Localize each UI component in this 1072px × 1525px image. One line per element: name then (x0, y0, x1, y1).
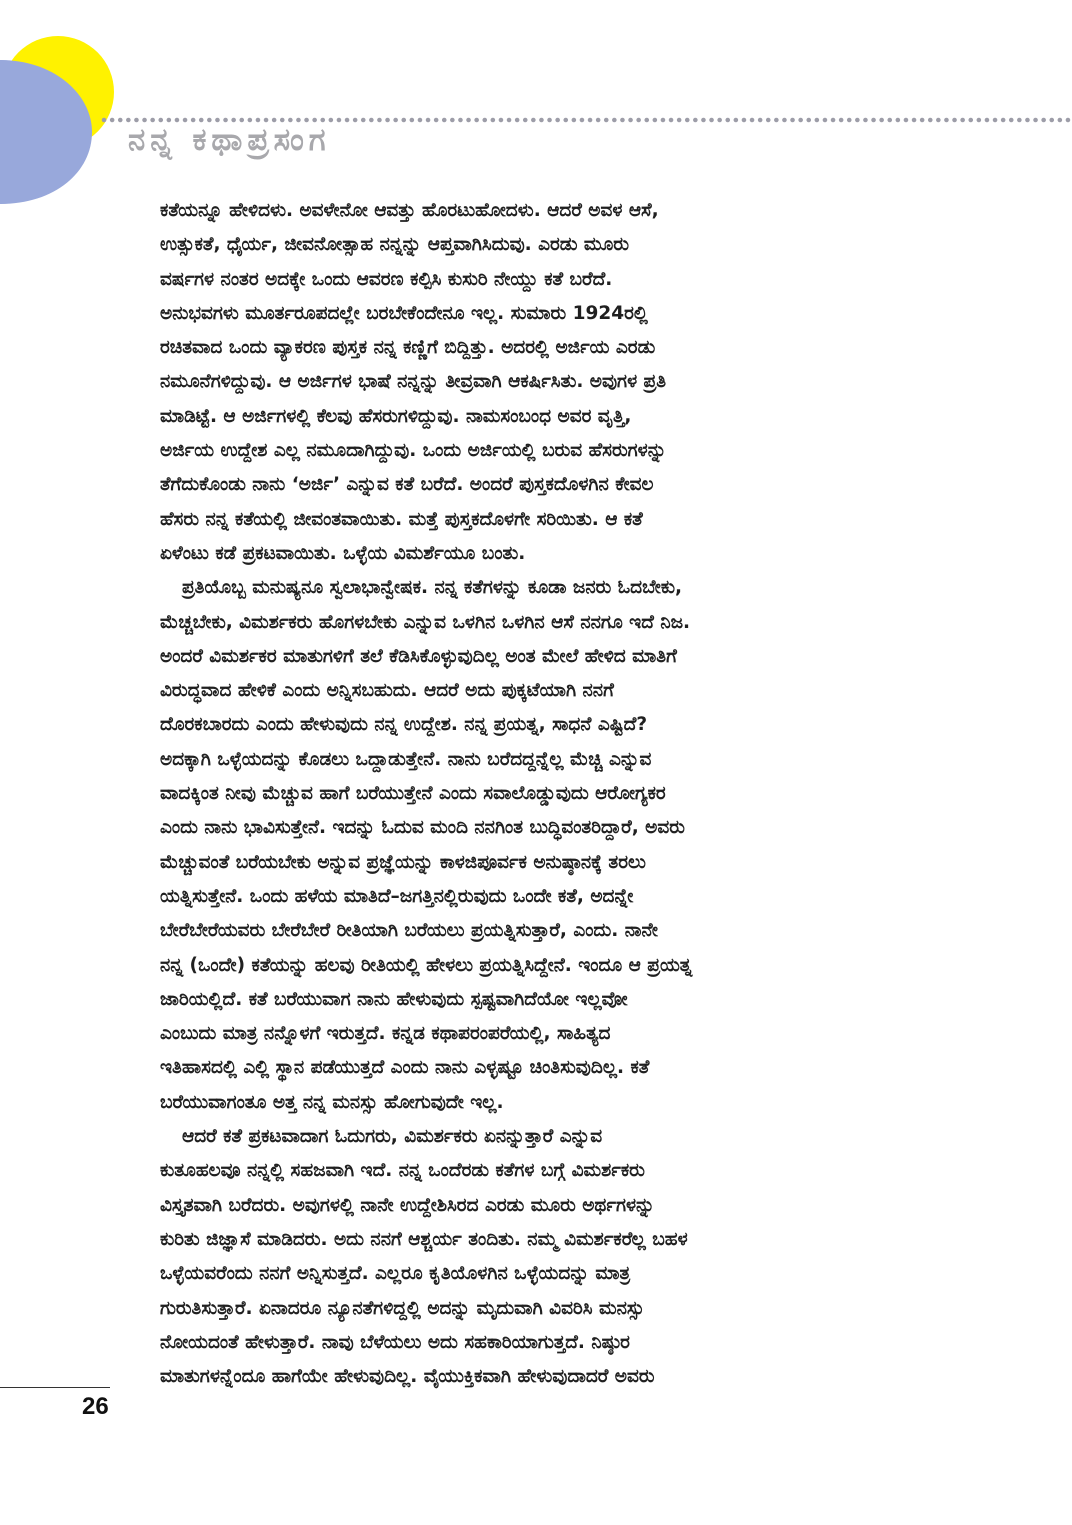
text-line: ವರ್ಷಗಳ ನಂತರ ಅದಕ್ಕೇ ಒಂದು ಆವರಣ ಕಲ್ಪಿಸಿ ಕುಸುರಿ ನೇಯ್ದು ಕತೆ ಬರೆದೆ. (160, 268, 613, 290)
text-line: ಬೇರೆಬೇರೆಯವರು ಬೇರೆಬೇರೆ ರೀತಿಯಾಗಿ ಬರೆಯಲು ಪ್ರಯತ್ನಿಸುತ್ತಾರೆ, ಎಂದು. ನಾನೇ (160, 920, 658, 942)
footer-rule (0, 1387, 110, 1388)
text-line: ದೊರಕಬಾರದು ಎಂದು ಹೇಳುವುದು ನನ್ನ ಉದ್ದೇಶ. ನನ್ನ ಪ್ರಯತ್ನ, ಸಾಧನೆ ಎಷ್ಟಿದೆ? (160, 714, 648, 736)
text-line: ರಚಿತವಾದ ಒಂದು ವ್ಯಾಕರಣ ಪುಸ್ತಕ ನನ್ನ ಕಣ್ಣಿಗೆ ಬಿದ್ದಿತ್ತು. ಅದರಲ್ಲಿ ಅರ್ಜಿಯ ಎರಡು (160, 337, 656, 359)
page-header-title: ನನ್ನ ಕಥಾಪ್ರಸಂಗ (128, 122, 331, 158)
text-line: ನಮೂನೆಗಳಿದ್ದುವು. ಆ ಅರ್ಜಿಗಳ ಭಾಷೆ ನನ್ನನ್ನು ತೀವ್ರವಾಗಿ ಆಕರ್ಷಿಸಿತು. ಅವುಗಳ ಪ್ರತಿ (160, 371, 667, 393)
text-line: ನೋಯದಂತೆ ಹೇಳುತ್ತಾರೆ. ನಾವು ಬೆಳೆಯಲು ಅದು ಸಹಕಾರಿಯಾಗುತ್ತದೆ. ನಿಷ್ಠುರ (160, 1331, 630, 1353)
text-line: ಒಳ್ಳೆಯವರೆಂದು ನನಗೆ ಅನ್ನಿಸುತ್ತದೆ. ಎಲ್ಲರೂ ಕೃತಿಯೊಳಗಿನ ಒಳ್ಳೆಯದನ್ನು ಮಾತ್ರ (160, 1263, 631, 1285)
text-line: ವಾದಕ್ಕಿಂತ ನೀವು ಮೆಚ್ಚುವ ಹಾಗೆ ಬರೆಯುತ್ತೇನೆ ಎಂದು ಸವಾಲೊಡ್ಡುವುದು ಆರೋಗ್ಯಕರ (160, 783, 666, 805)
text-line: ಗುರುತಿಸುತ್ತಾರೆ. ಏನಾದರೂ ನ್ಯೂನತೆಗಳಿದ್ದಲ್ಲಿ ಅದನ್ನು ಮೃದುವಾಗಿ ವಿವರಿಸಿ ಮನಸ್ಸು (160, 1297, 645, 1319)
text-line: ಎಂಬುದು ಮಾತ್ರ ನನ್ನೊಳಗೆ ಇರುತ್ತದೆ. ಕನ್ನಡ ಕಥಾಪರಂಪರೆಯಲ್ಲಿ, ಸಾಹಿತ್ಯದ (160, 1023, 611, 1045)
text-line: ಕುರಿತು ಜಿಜ್ಞಾಸೆ ಮಾಡಿದರು. ಅದು ನನಗೆ ಆಶ್ಚರ್ಯ ತಂದಿತು. ನಮ್ಮ ವಿಮರ್ಶಕರೆಲ್ಲ ಬಹಳ (160, 1228, 688, 1250)
text-line: ಜಾರಿಯಲ್ಲಿದೆ. ಕತೆ ಬರೆಯುವಾಗ ನಾನು ಹೇಳುವುದು ಸ್ಪಷ್ಟವಾಗಿದೆಯೋ ಇಲ್ಲವೋ (160, 988, 628, 1010)
text-line: ಅನುಭವಗಳು ಮೂರ್ತರೂಪದಲ್ಲೇ ಬರಬೇಕೆಂದೇನೂ ಇಲ್ಲ. ಸುಮಾರು 1924ರಲ್ಲಿ (160, 302, 648, 324)
text-line: ಬರೆಯುವಾಗಂತೂ ಅತ್ತ ನನ್ನ ಮನಸ್ಸು ಹೋಗುವುದೇ ಇಲ್ಲ. (160, 1091, 504, 1113)
text-line: ಮಾಡಿಟ್ಟೆ. ಆ ಅರ್ಜಿಗಳಲ್ಲಿ ಕೆಲವು ಹೆಸರುಗಳಿದ್ದುವು. ನಾಮಸಂಬಂಧ ಅವರ ವೃತ್ತಿ, (160, 405, 632, 427)
text-line: ಅರ್ಜಿಯ ಉದ್ದೇಶ ಎಲ್ಲ ನಮೂದಾಗಿದ್ದುವು. ಒಂದು ಅರ್ಜಿಯಲ್ಲಿ ಬರುವ ಹೆಸರುಗಳನ್ನು (160, 440, 667, 462)
text-line: ಅದಕ್ಕಾಗಿ ಒಳ್ಳೆಯದನ್ನು ಕೊಡಲು ಒದ್ದಾಡುತ್ತೇನೆ. ನಾನು ಬರೆದದ್ದನ್ನೆಲ್ಲ ಮೆಚ್ಚಿ ಎನ್ನುವ (160, 748, 652, 770)
text-line: ಕುತೂಹಲವೂ ನನ್ನಲ್ಲಿ ಸಹಜವಾಗಿ ಇದೆ. ನನ್ನ ಒಂದೆರಡು ಕತೆಗಳ ಬಗ್ಗೆ ವಿಮರ್ಶಕರು (160, 1160, 645, 1182)
text-line: ಏಳೆಂಟು ಕಡೆ ಪ್ರಕಟವಾಯಿತು. ಒಳ್ಳೆಯ ವಿಮರ್ಶೆಯೂ ಬಂತು. (160, 542, 526, 564)
paragraph-start-line: ಆದರೆ ಕತೆ ಪ್ರಕಟವಾದಾಗ ಓದುಗರು, ವಿಮರ್ಶಕರು ಏನನ್ನುತ್ತಾರೆ ಎನ್ನುವ (182, 1126, 603, 1148)
text-line: ವಿಸ್ತೃತವಾಗಿ ಬರೆದರು. ಅವುಗಳಲ್ಲಿ ನಾನೇ ಉದ್ದೇಶಿಸಿರದ ಎರಡು ಮೂರು ಅರ್ಥಗಳನ್ನು (160, 1194, 655, 1216)
text-line: ನನ್ನ (ಒಂದೇ) ಕತೆಯನ್ನು ಹಲವು ರೀತಿಯಲ್ಲಿ ಹೇಳಲು ಪ್ರಯತ್ನಿಸಿದ್ದೇನೆ. ಇಂದೂ ಆ ಪ್ರಯತ್ನ (160, 954, 693, 976)
text-line: ಯತ್ನಿಸುತ್ತೇನೆ. ಒಂದು ಹಳೆಯ ಮಾತಿದೆ–ಜಗತ್ತಿನಲ್ಲಿರುವುದು ಒಂದೇ ಕತೆ, ಅದನ್ನೇ (160, 885, 634, 907)
text-line: ಎಂದು ನಾನು ಭಾವಿಸುತ್ತೇನೆ. ಇದನ್ನು ಓದುವ ಮಂದಿ ನನಗಿಂತ ಬುದ್ಧಿವಂತರಿದ್ದಾರೆ, ಅವರು (160, 817, 685, 839)
text-line: ಅಂದರೆ ವಿಮರ್ಶಕರ ಮಾತುಗಳಿಗೆ ತಲೆ ಕೆಡಿಸಿಕೊಳ್ಳುವುದಿಲ್ಲ ಅಂತ ಮೇಲೆ ಹೇಳಿದ ಮಾತಿಗೆ (160, 645, 677, 667)
text-line: ತೆಗೆದುಕೊಂಡು ನಾನು ‘ಅರ್ಜಿ’ ಎನ್ನುವ ಕತೆ ಬರೆದೆ. ಅಂದರೆ ಪುಸ್ತಕದೊಳಗಿನ ಕೇವಲ (160, 474, 654, 496)
text-line: ಹೆಸರು ನನ್ನ ಕತೆಯಲ್ಲಿ ಜೀವಂತವಾಯಿತು. ಮತ್ತೆ ಪುಸ್ತಕದೊಳಗೇ ಸರಿಯಿತು. ಆ ಕತೆ (160, 508, 643, 530)
text-line: ಮೆಚ್ಚುವಂತೆ ಬರೆಯಬೇಕು ಅನ್ನುವ ಪ್ರಜ್ಞೆಯನ್ನು ಕಾಳಜಿಪೂರ್ವಕ ಅನುಷ್ಠಾನಕ್ಕೆ ತರಲು (160, 851, 646, 873)
page-number: 26 (82, 1393, 109, 1420)
body-text (160, 194, 920, 1394)
header-decoration (0, 0, 1072, 220)
text-line: ಇತಿಹಾಸದಲ್ಲಿ ಎಲ್ಲಿ ಸ್ಥಾನ ಪಡೆಯುತ್ತದೆ ಎಂದು ನಾನು ಎಳ್ಳಷ್ಟೂ ಚಿಂತಿಸುವುದಿಲ್ಲ. ಕತೆ (160, 1057, 650, 1079)
text-line: ವಿರುದ್ಧವಾದ ಹೇಳಿಕೆ ಎಂದು ಅನ್ನಿಸಬಹುದು. ಆದರೆ ಅದು ಪುಕ್ಕಟೆಯಾಗಿ ನನಗೆ (160, 680, 614, 702)
text-line: ಕತೆಯನ್ನೂ ಹೇಳಿದಳು. ಅವಳೇನೋ ಆವತ್ತು ಹೊರಟುಹೋದಳು. ಆದರೆ ಅವಳ ಆಸೆ, (160, 200, 659, 221)
paragraph-start-line: ಪ್ರತಿಯೊಬ್ಬ ಮನುಷ್ಯನೂ ಸ್ವಲಾಭಾನ್ವೇಷಕ. ನನ್ನ ಕತೆಗಳನ್ನು ಕೂಡಾ ಜನರು ಓದಬೇಕು, (182, 577, 683, 599)
text-line: ಮಾತುಗಳನ್ನೆಂದೂ ಹಾಗೆಯೇ ಹೇಳುವುದಿಲ್ಲ. ವೈಯುಕ್ತಿಕವಾಗಿ ಹೇಳುವುದಾದರೆ ಅವರು (160, 1366, 655, 1388)
text-line: ಮೆಚ್ಚಬೇಕು, ವಿಮರ್ಶಕರು ಹೊಗಳಬೇಕು ಎನ್ನುವ ಒಳಗಿನ ಒಳಗಿನ ಆಸೆ ನನಗೂ ಇದೆ ನಿಜ. (160, 611, 691, 633)
text-line: ಉತ್ಸುಕತೆ, ಧೈರ್ಯ, ಜೀವನೋತ್ಸಾಹ ನನ್ನನ್ನು ಆಪ್ತವಾಗಿಸಿದುವು. ಎರಡು ಮೂರು (160, 234, 629, 256)
